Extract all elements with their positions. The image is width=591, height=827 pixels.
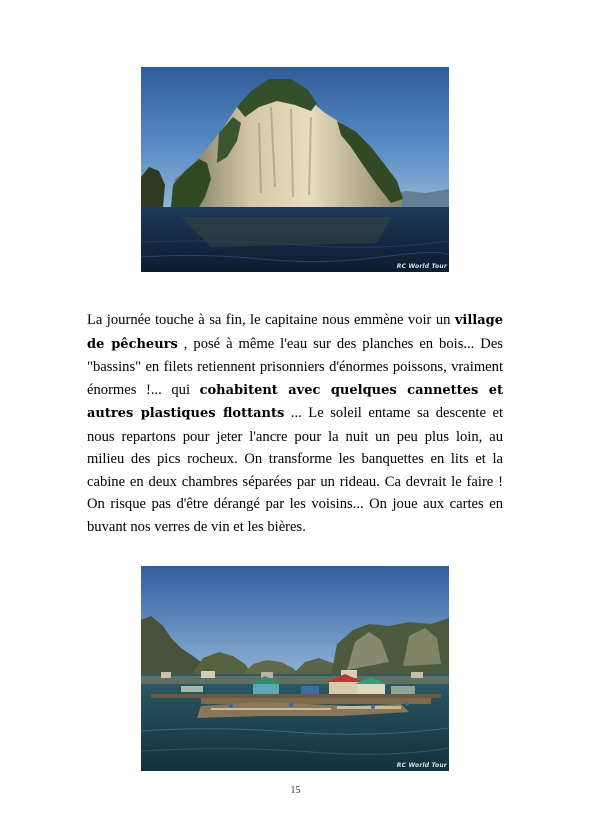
paragraph-text-2: , posé à même l'eau sur des planches en bois... Des "bassins" en filets retiennent prisonniers d'énormes poissons, vraiment énormes !... qui [87,335,503,398]
karst-island-photo [141,67,449,272]
photo-watermark: RC World Tour [396,263,447,270]
photo-watermark: RC World Tour [396,762,447,769]
floating-village-photo [141,566,449,771]
bold-phrase-fishing-village: village de pêcheurs [87,313,503,352]
bold-phrase-floating-plastics: cohabitent avec quelques cannettes et autres plastiques flottants [87,382,503,421]
paragraph-text-3: ... Le soleil entame sa descente et nous repartons pour jeter l'ancre pour la nuit un peu plus loin, au milieu des pics rocheux. On transforme les banquettes en lits et la cabine en deux chambres séparées par un rideau. Ca devrait le faire ! On risque pas d'être dérangé par les voisins... On joue aux cartes en buvant nos verres de vin et les bières. [87,405,504,535]
page-number: 15 [290,785,301,796]
floating-village-illustration [141,566,449,771]
body-paragraph [87,309,503,538]
paragraph-text-1: La journée touche à sa fin, le capitaine nous emmène voir un [87,312,455,328]
karst-island-illustration [141,67,449,272]
